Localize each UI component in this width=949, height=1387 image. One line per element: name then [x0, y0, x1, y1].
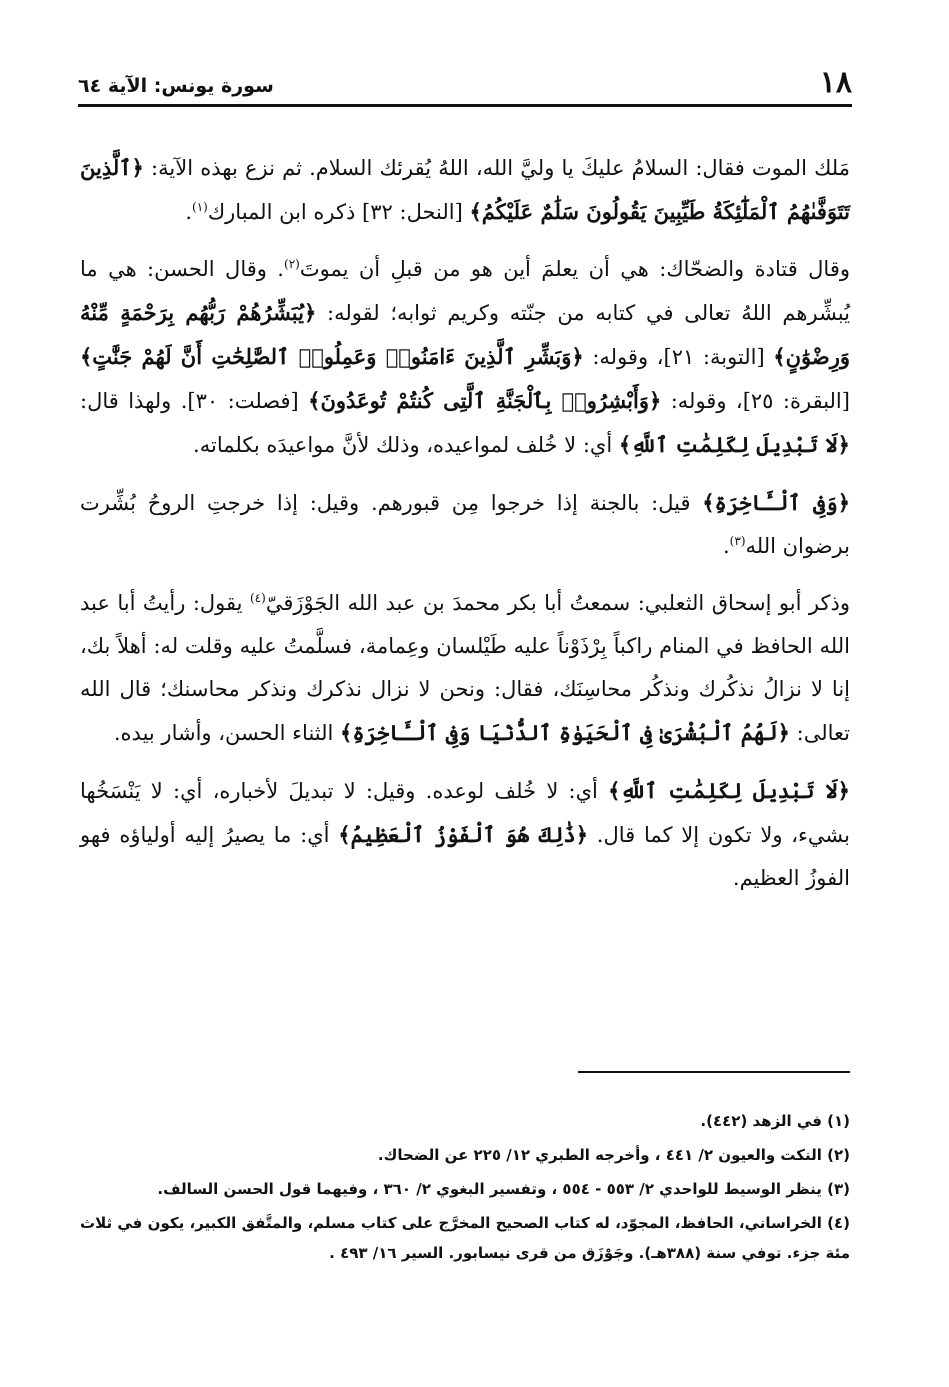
footnotes — [80, 1106, 850, 1272]
footnote-1: (١) في الزهد (٤٤٢). — [700, 1112, 850, 1130]
quran-verse: ﴿وَفِى ٱلْـَٔاخِرَةِ﴾ — [702, 490, 850, 515]
footnote-ref[interactable]: (٣) — [729, 534, 746, 548]
text-run: قيل: بالجنة إذا خرجوا مِن قبورهم. وقيل: إذا خرجتِ الروحُ بُشِّرت برضوان الله — [80, 491, 850, 558]
paragraph-4 — [80, 582, 850, 755]
citation: [التوبة: ٢١]، وقوله: — [583, 345, 774, 369]
text-run: الثناء الحسن، وأشار بيده. — [113, 721, 341, 745]
footnote-2: (٢) النكت والعيون ٢/ ٤٤١ ، وأخرجه الطبري ١٢/ ٢٢٥ عن الضحاك. — [377, 1146, 850, 1164]
text-run: أي: لا خُلف لمواعيده، وذلك لأنَّ مواعيدَه بكلماته. — [193, 433, 619, 457]
quran-verse: ﴿لَهُمُ ٱلْبُشْرَىٰ فِى ٱلْحَيَوٰةِ ٱلدُّنْيَا وَفِى ٱلْـَٔاخِرَةِ﴾ — [340, 720, 790, 745]
footnote-3: (٣) ينظر الوسيط للواحدي ٢/ ٥٥٣ - ٥٥٤ ، وتفسير البغوي ٢/ ٣٦٠ ، وفيهما قول الحسن السالف. — [157, 1180, 850, 1198]
quran-verse: ﴿لَا تَبْدِيلَ لِكَلِمَٰتِ ٱللَّهِ﴾ — [608, 778, 850, 803]
main-text — [80, 146, 850, 914]
running-title: سورة يونس: الآية ٦٤ — [78, 75, 274, 97]
text-run: وذكر أبو إسحاق الثعلبي: سمعتُ أبا بكر محمدَ بن عبد الله الجَوْزَقيّ — [265, 591, 850, 615]
citation: [النحل: ٣٢] ذكره ابن المبارك — [207, 200, 470, 224]
quran-verse: ﴿وَبَشِّرِ ٱلَّذِينَ ءَامَنُوا۟ وَعَمِلُوا۟ ٱلصَّٰلِحَٰتِ أَنَّ لَهُمْ جَنَّٰتٍ﴾ — [80, 344, 584, 369]
footnote-separator — [578, 1071, 850, 1073]
citation: [فصلت: ٣٠]. ولهذا قال: — [80, 389, 309, 413]
paragraph-2 — [80, 248, 850, 467]
text-run: . — [722, 534, 730, 558]
citation: [البقرة: ٢٥]، وقوله: — [661, 389, 850, 413]
footnote-ref[interactable]: (٤) — [249, 591, 266, 605]
text-run: أي: لا خُلف لوعده. وقيل: لا تبديلَ لأخباره، أي: لا يَنْسَخُها بشيء، ولا تكون إلا كما قال. — [80, 779, 850, 847]
quran-verse: ﴿ٱلَّذِينَ تَتَوَفَّىٰهُمُ ٱلْمَلَٰٓئِكَةُ طَيِّبِينَ يَقُولُونَ سَلَٰمٌ عَلَيْكُمُ﴾ — [80, 155, 850, 224]
footnote-4: (٤) الخراساني، الحافظ، المجوّد، له كتاب الصحيح المخرَّج على كتاب مسلم، والمتَّفق الكبير، يكون في ثلاث مئة جزء. توفي سنة (٣٨٨هـ). وجَوْزَق من قرى نيسابور. السير ١٦/ ٤٩٣ . — [80, 1214, 850, 1262]
text-run: . — [185, 200, 193, 224]
paragraph-1 — [80, 146, 850, 234]
text-run: مَلك الموت فقال: السلامُ عليكَ يا وليَّ الله، اللهُ يُقرئك السلام. ثم نزع بهذه الآية: — [143, 156, 850, 180]
page-header — [78, 65, 852, 100]
paragraph-3 — [80, 481, 850, 568]
footnote-ref[interactable]: (٢) — [284, 257, 300, 271]
quran-verse: ﴿وَأَبْشِرُوا۟ بِٱلْجَنَّةِ ٱلَّتِى كُنتُمْ تُوعَدُونَ﴾ — [308, 388, 662, 413]
quran-verse: ﴿لَا تَبْدِيلَ لِكَلِمَٰتِ ٱللَّهِ﴾ — [618, 432, 850, 457]
quran-verse: ﴿يُبَشِّرُهُمْ رَبُّهُم بِرَحْمَةٍ مِّنْهُ وَرِضْوَٰنٍ﴾ — [80, 300, 850, 369]
page-number: ١٨ — [819, 65, 852, 100]
text-run: يقول: رأيتُ أبا عبد الله الحافظ في المنام راكباً بِرْذَوْناً عليه طَيْلسان وعِمامة، فسلَّمتُ عليه وقلت له: أهلاً بك، إنا لا نزالُ نذكُرك ونذكُر محاسِنَك، فقال: ونحن لا نزال نذكرك ونذكر محاسنك؛ قال الله تعالى: — [80, 591, 850, 745]
text-run: أي: ما يصيرُ إليه أولياؤه فهو الفوزُ العظيم. — [80, 823, 850, 890]
footnote-ref[interactable]: (١) — [192, 200, 208, 214]
header-rule — [78, 104, 852, 107]
text-run: وقال قتادة والضحّاك: هي أن يعلمَ أين هو من قبلِ أن يموتَ — [299, 257, 851, 281]
paragraph-5 — [80, 769, 850, 900]
text-run: . وقال الحسن: هي ما يُبشِّرهم اللهُ تعالى في كتابه من جنّته وكريم ثوابه؛ لقوله: — [80, 257, 850, 325]
quran-verse: ﴿ذَٰلِكَ هُوَ ٱلْفَوْزُ ٱلْعَظِيمُ﴾ — [338, 822, 589, 847]
